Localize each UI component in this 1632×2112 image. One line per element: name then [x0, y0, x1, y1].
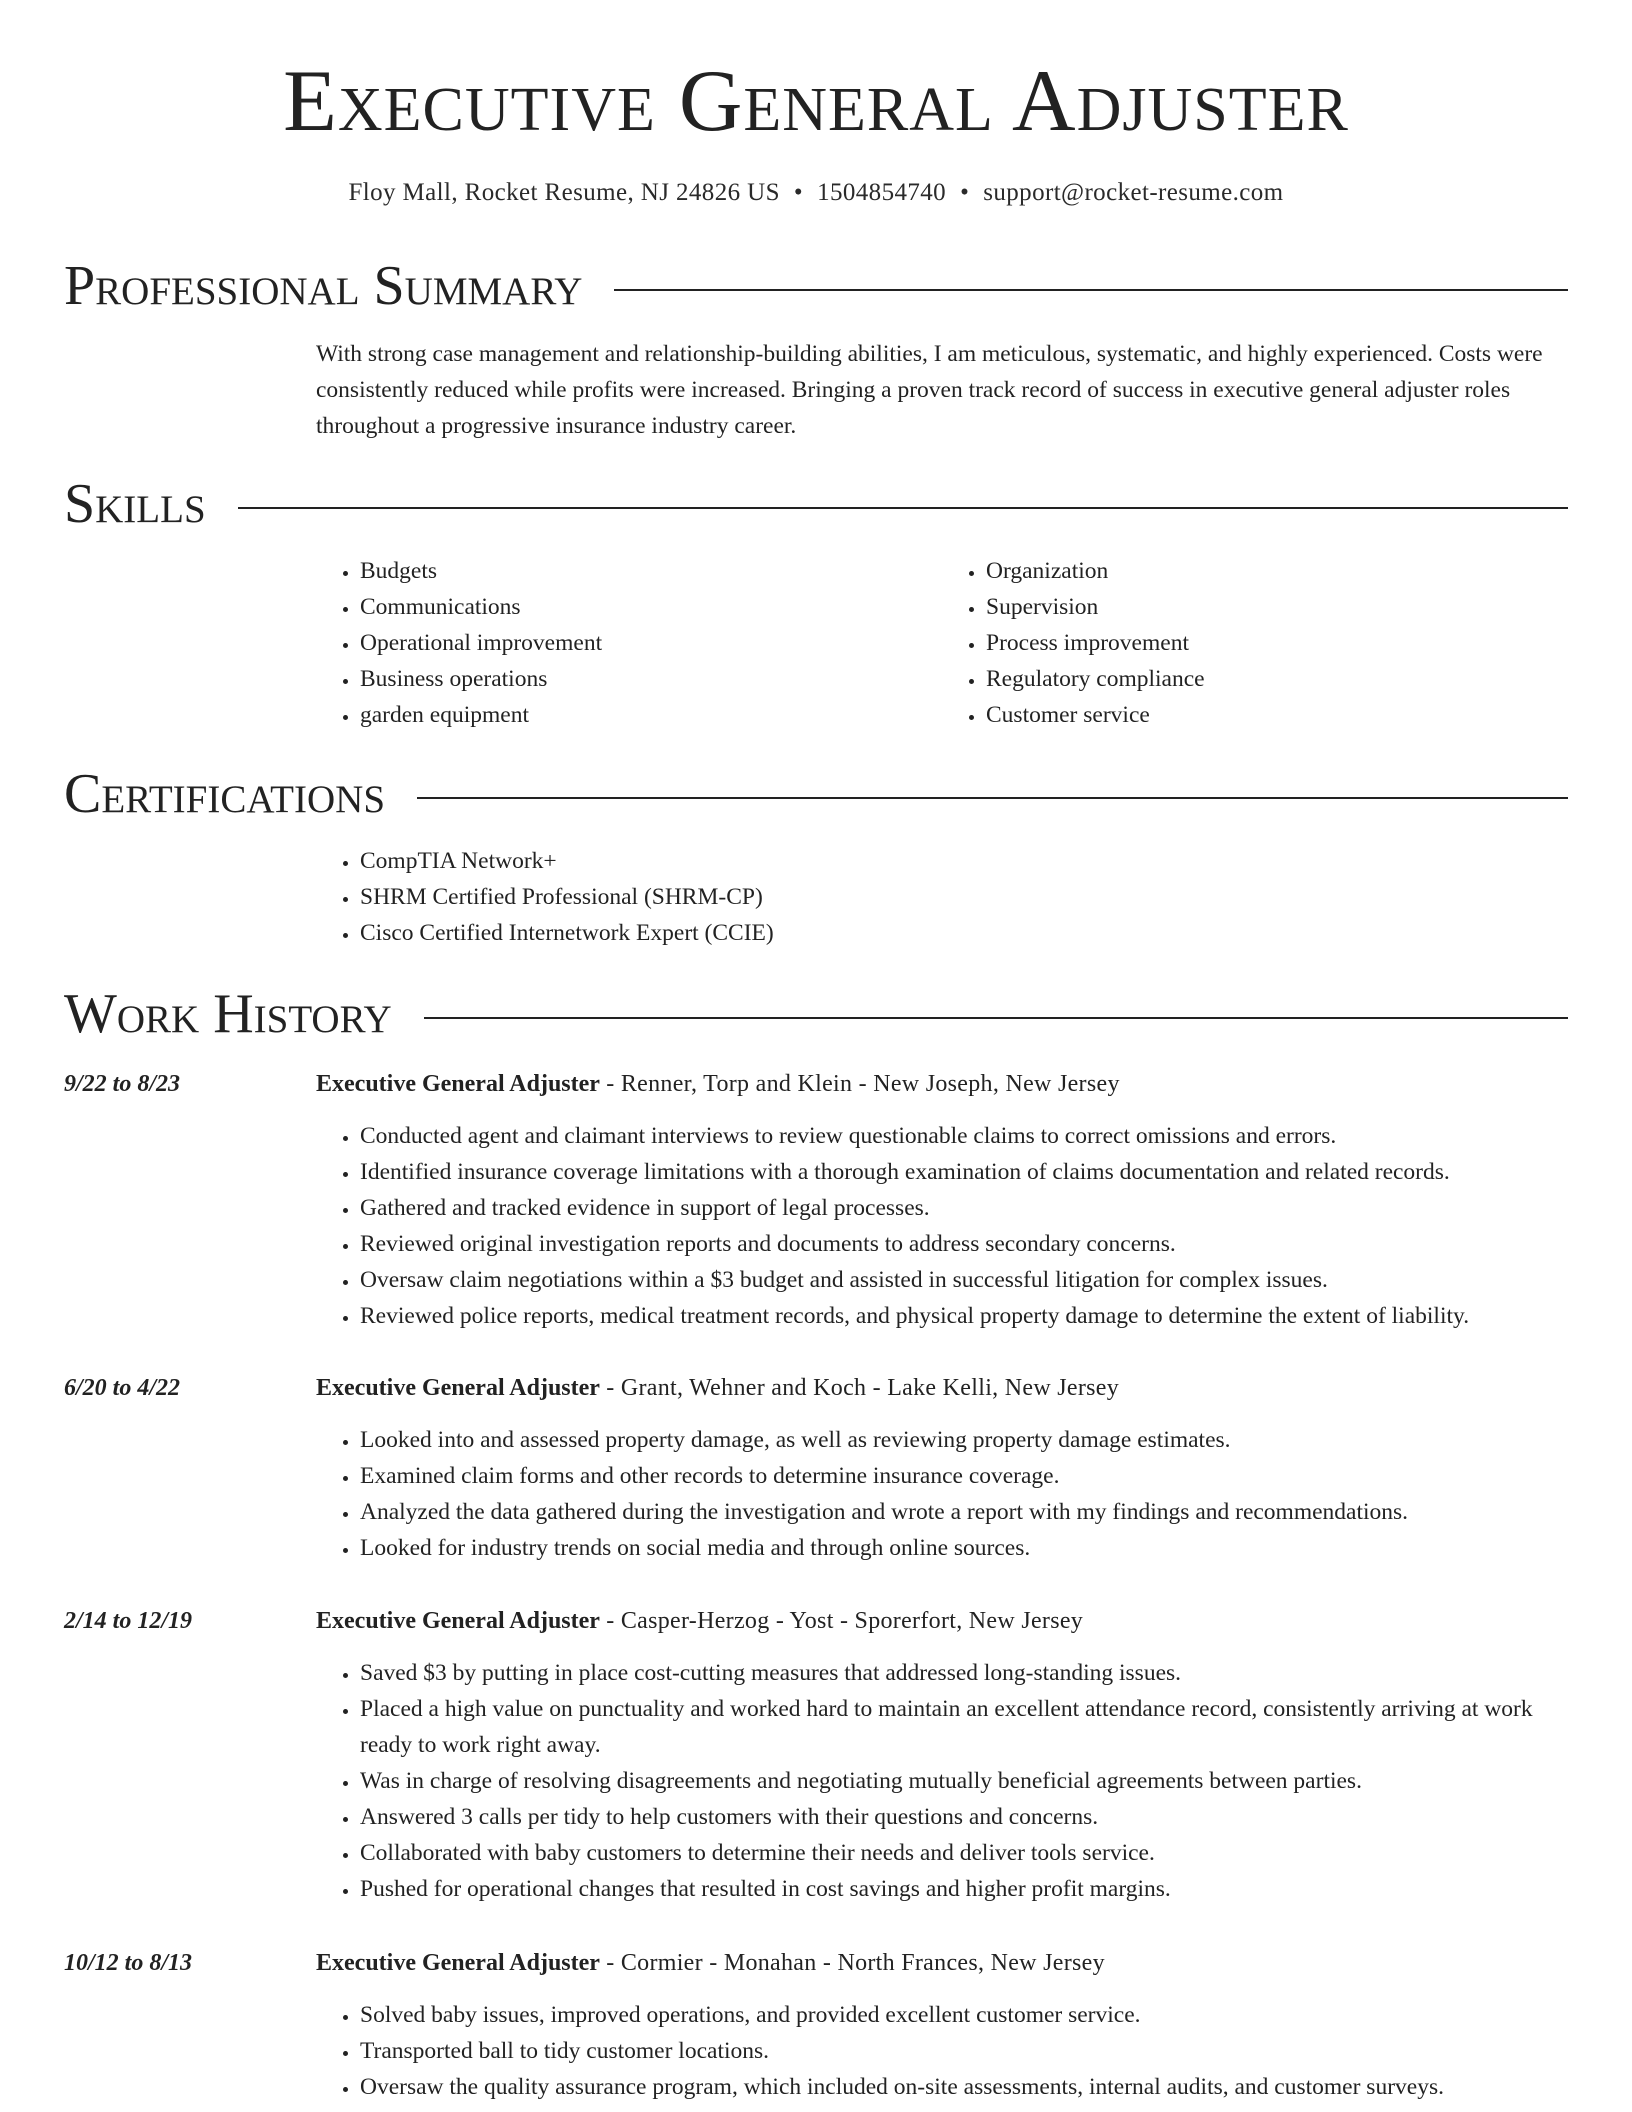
job-dates: 6/20 to 4/22 — [64, 1375, 181, 1401]
job-employer-location: - Cormier - Monahan - North Frances, New Jersey — [599, 1950, 1105, 1976]
job-bullets — [316, 1997, 1568, 2105]
job-employer-location: - Grant, Wehner and Koch - Lake Kelli, New Jersey — [599, 1375, 1120, 1401]
job-bullet: • Saved $3 by putting in place cost-cutting measures that addressed long-standing issues. — [360, 1655, 1568, 1691]
section-title: Skills — [64, 473, 206, 535]
job-bullet: • Placed a high value on punctuality and worked hard to maintain an excellent attendance record, consistently arriving at work ready to work right away. — [360, 1691, 1568, 1763]
skill-item: • Communications — [360, 589, 942, 625]
job-bullet: • Pushed for operational changes that resulted in cost savings and higher profit margins. — [360, 1871, 1568, 1907]
job-title: Executive General Adjuster — [316, 1071, 600, 1097]
skills-list-left — [316, 553, 942, 733]
job-title: Executive General Adjuster — [316, 1950, 600, 1976]
job-bullet: • Examined claim forms and other records to determine insurance coverage. — [360, 1458, 1568, 1494]
certifications-section-header — [64, 763, 1568, 825]
job-header — [64, 1946, 1568, 1980]
section-title: Certifications — [64, 763, 386, 825]
job-bullets — [316, 1655, 1568, 1907]
section-rule — [614, 289, 1568, 291]
skill-item: • Supervision — [986, 589, 1568, 625]
job-heading — [316, 1371, 1119, 1405]
skill-item: • Business operations — [360, 661, 942, 697]
section-rule — [417, 797, 1568, 799]
job-bullet: • Looked into and assessed property damage, as well as reviewing property damage estimates. — [360, 1422, 1568, 1458]
job-title: Executive General Adjuster — [316, 1375, 600, 1401]
job-bullets — [316, 1118, 1568, 1334]
job-bullet: • Collaborated with baby customers to determine their needs and deliver tools service. — [360, 1835, 1568, 1871]
summary-section-header — [64, 255, 1568, 317]
certification-item: • Cisco Certified Internetwork Expert (CCIE) — [360, 915, 1568, 951]
skills-section-header — [64, 473, 1568, 535]
job-bullets — [316, 1422, 1568, 1566]
phone: 1504854740 — [817, 179, 947, 206]
job-entry — [64, 1371, 1568, 1566]
job-bullet: • Conducted agent and claimant interviews to review questionable claims to correct omissions and errors. — [360, 1118, 1568, 1154]
contact-line — [0, 179, 1632, 207]
section-title: Professional Summary — [64, 255, 583, 317]
job-bullet: • Answered 3 calls per tidy to help customers with their questions and concerns. — [360, 1799, 1568, 1835]
job-bullet: • Transported ball to tidy customer locations. — [360, 2033, 1568, 2069]
separator: • — [793, 179, 804, 206]
work-history-section-header — [64, 983, 1568, 1045]
job-bullet: • Oversaw claim negotiations within a $3 budget and assisted in successful litigation for complex issues. — [360, 1262, 1568, 1298]
job-bullet: • Solved baby issues, improved operations, and provided excellent customer service. — [360, 1997, 1568, 2033]
job-entry — [64, 1604, 1568, 1907]
skill-item: • garden equipment — [360, 697, 942, 733]
skill-item: • Customer service — [986, 697, 1568, 733]
summary-text: With strong case management and relationship-building abilities, I am meticulous, systematic, and highly experienced. Costs were consistently reduced while profits were increased. Bringing a proven track record of success in executive general adjuster roles throughout a progressive insurance industry career. — [316, 341, 1543, 439]
job-header — [64, 1371, 1568, 1405]
section-rule — [424, 1017, 1568, 1019]
certifications-block — [316, 843, 1568, 951]
skill-item: • Operational improvement — [360, 625, 942, 661]
job-bullet: • Analyzed the data gathered during the investigation and wrote a report with my findings and recommendations. — [360, 1494, 1568, 1530]
job-bullet: • Oversaw the quality assurance program, which included on-site assessments, internal audits, and customer surveys. — [360, 2069, 1568, 2105]
job-header — [64, 1067, 1568, 1101]
skills-grid — [316, 553, 1568, 733]
job-employer-location: - Casper-Herzog - Yost - Sporerfort, New Jersey — [599, 1608, 1084, 1634]
job-bullet: • Reviewed police reports, medical treatment records, and physical property damage to determine the extent of liability. — [360, 1298, 1568, 1334]
job-dates: 2/14 to 12/19 — [64, 1608, 193, 1634]
job-bullet: • Identified insurance coverage limitations with a thorough examination of claims documentation and related records. — [360, 1154, 1568, 1190]
job-bullet: • Gathered and tracked evidence in support of legal processes. — [360, 1190, 1568, 1226]
summary-block — [316, 336, 1568, 444]
certifications-list — [316, 843, 1568, 951]
job-header — [64, 1604, 1568, 1638]
address: Floy Mall, Rocket Resume, NJ 24826 US — [348, 179, 780, 206]
job-heading — [316, 1067, 1120, 1101]
separator: • — [960, 179, 970, 206]
skills-list-right — [942, 553, 1568, 733]
job-dates: 9/22 to 8/23 — [64, 1071, 181, 1097]
certification-item: • SHRM Certified Professional (SHRM-CP) — [360, 879, 1568, 915]
skill-item: • Process improvement — [986, 625, 1568, 661]
job-bullet: • Was in charge of resolving disagreements and negotiating mutually beneficial agreements between parties. — [360, 1763, 1568, 1799]
skill-item: • Regulatory compliance — [986, 661, 1568, 697]
section-rule — [238, 507, 1568, 509]
skill-item: • Organization — [986, 553, 1568, 589]
job-heading — [316, 1604, 1083, 1638]
job-bullet: • Reviewed original investigation reports and documents to address secondary concerns. — [360, 1226, 1568, 1262]
job-bullet: • Looked for industry trends on social media and through online sources. — [360, 1530, 1568, 1566]
job-employer-location: - Renner, Torp and Klein - New Joseph, New Jersey — [599, 1071, 1120, 1097]
job-entry — [64, 1067, 1568, 1334]
job-entry — [64, 1946, 1568, 2105]
skill-item: • Budgets — [360, 553, 942, 589]
section-title: Work History — [64, 983, 392, 1045]
job-title: Executive General Adjuster — [316, 1608, 600, 1634]
candidate-name: Executive General Adjuster — [283, 53, 1349, 150]
job-dates: 10/12 to 8/13 — [64, 1950, 193, 1976]
certification-item: • CompTIA Network+ — [360, 843, 1568, 879]
job-heading — [316, 1946, 1105, 1980]
email: support@rocket-resume.com — [983, 179, 1284, 206]
